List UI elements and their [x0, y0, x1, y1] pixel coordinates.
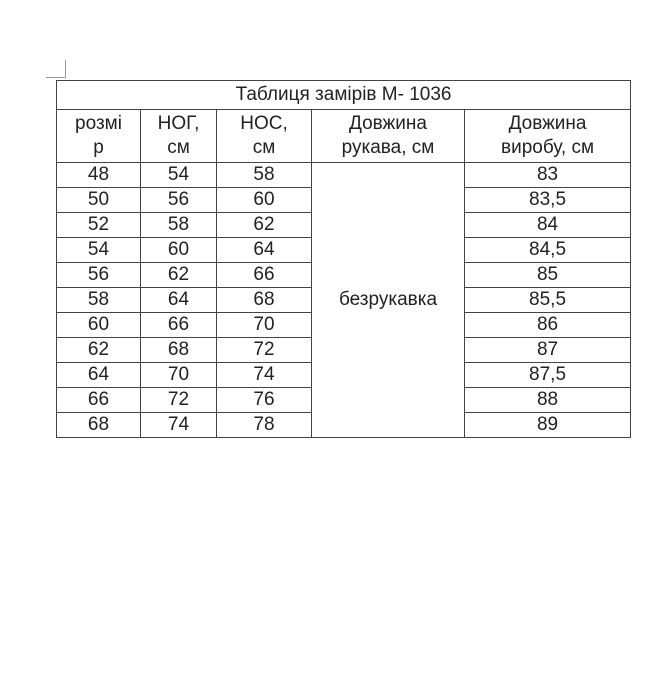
cell-size: 52 — [57, 213, 141, 238]
cell-product-length: 85 — [465, 263, 631, 288]
cell-nog: 66 — [141, 313, 217, 338]
size-chart-table — [56, 80, 631, 438]
title-row — [57, 81, 631, 110]
header-sleeve-length — [312, 110, 465, 163]
cell-nos: 68 — [217, 288, 312, 313]
cell-nog: 58 — [141, 213, 217, 238]
cell-size: 64 — [57, 363, 141, 388]
header-nos-line2: см — [252, 137, 276, 158]
header-nog-line2: см — [167, 137, 190, 158]
header-size — [57, 110, 141, 163]
cell-nog: 74 — [141, 413, 217, 438]
header-product-line2: виробу, см — [501, 137, 595, 158]
cell-nog: 68 — [141, 338, 217, 363]
table-title: Таблиця замірів М- 1036 — [57, 81, 631, 110]
cell-nog: 62 — [141, 263, 217, 288]
cell-nog: 70 — [141, 363, 217, 388]
cell-nos: 76 — [217, 388, 312, 413]
cell-nog: 54 — [141, 163, 217, 188]
cell-nos: 66 — [217, 263, 312, 288]
cell-nog: 64 — [141, 288, 217, 313]
header-size-line1: розмі — [75, 113, 122, 134]
header-size-line2: р — [93, 137, 104, 158]
header-sleeve-line2: рукава, см — [341, 137, 435, 158]
cell-size: 60 — [57, 313, 141, 338]
cell-nog: 72 — [141, 388, 217, 413]
cell-size: 56 — [57, 263, 141, 288]
cell-nos: 60 — [217, 188, 312, 213]
cell-product-length: 87,5 — [465, 363, 631, 388]
cell-nos: 62 — [217, 213, 312, 238]
cell-nos: 72 — [217, 338, 312, 363]
header-nos-line1: НОС, — [240, 113, 288, 134]
header-nos — [217, 110, 312, 163]
cell-product-length: 86 — [465, 313, 631, 338]
cell-product-length: 89 — [465, 413, 631, 438]
header-nog — [141, 110, 217, 163]
cell-product-length: 83,5 — [465, 188, 631, 213]
cell-nos: 74 — [217, 363, 312, 388]
cell-nog: 60 — [141, 238, 217, 263]
cell-product-length: 88 — [465, 388, 631, 413]
cell-size: 58 — [57, 288, 141, 313]
header-product-line1: Довжина — [508, 113, 587, 134]
cell-nog: 56 — [141, 188, 217, 213]
table-row — [57, 163, 631, 188]
cell-product-length: 85,5 — [465, 288, 631, 313]
cell-product-length: 83 — [465, 163, 631, 188]
header-product-length — [465, 110, 631, 163]
cell-sleeve-length: безрукавка — [312, 163, 465, 438]
cell-nos: 64 — [217, 238, 312, 263]
cell-product-length: 84,5 — [465, 238, 631, 263]
cell-size: 66 — [57, 388, 141, 413]
header-nog-line1: НОГ, — [157, 113, 200, 134]
cell-size: 48 — [57, 163, 141, 188]
page-margin-marker-vertical — [65, 60, 66, 78]
header-row — [57, 110, 631, 163]
cell-nos: 70 — [217, 313, 312, 338]
cell-size: 54 — [57, 238, 141, 263]
cell-size: 50 — [57, 188, 141, 213]
header-sleeve-line1: Довжина — [349, 113, 427, 134]
cell-product-length: 87 — [465, 338, 631, 363]
cell-size: 62 — [57, 338, 141, 363]
cell-nos: 58 — [217, 163, 312, 188]
cell-nos: 78 — [217, 413, 312, 438]
cell-product-length: 84 — [465, 213, 631, 238]
cell-size: 68 — [57, 413, 141, 438]
page-margin-marker-horizontal — [46, 77, 66, 78]
